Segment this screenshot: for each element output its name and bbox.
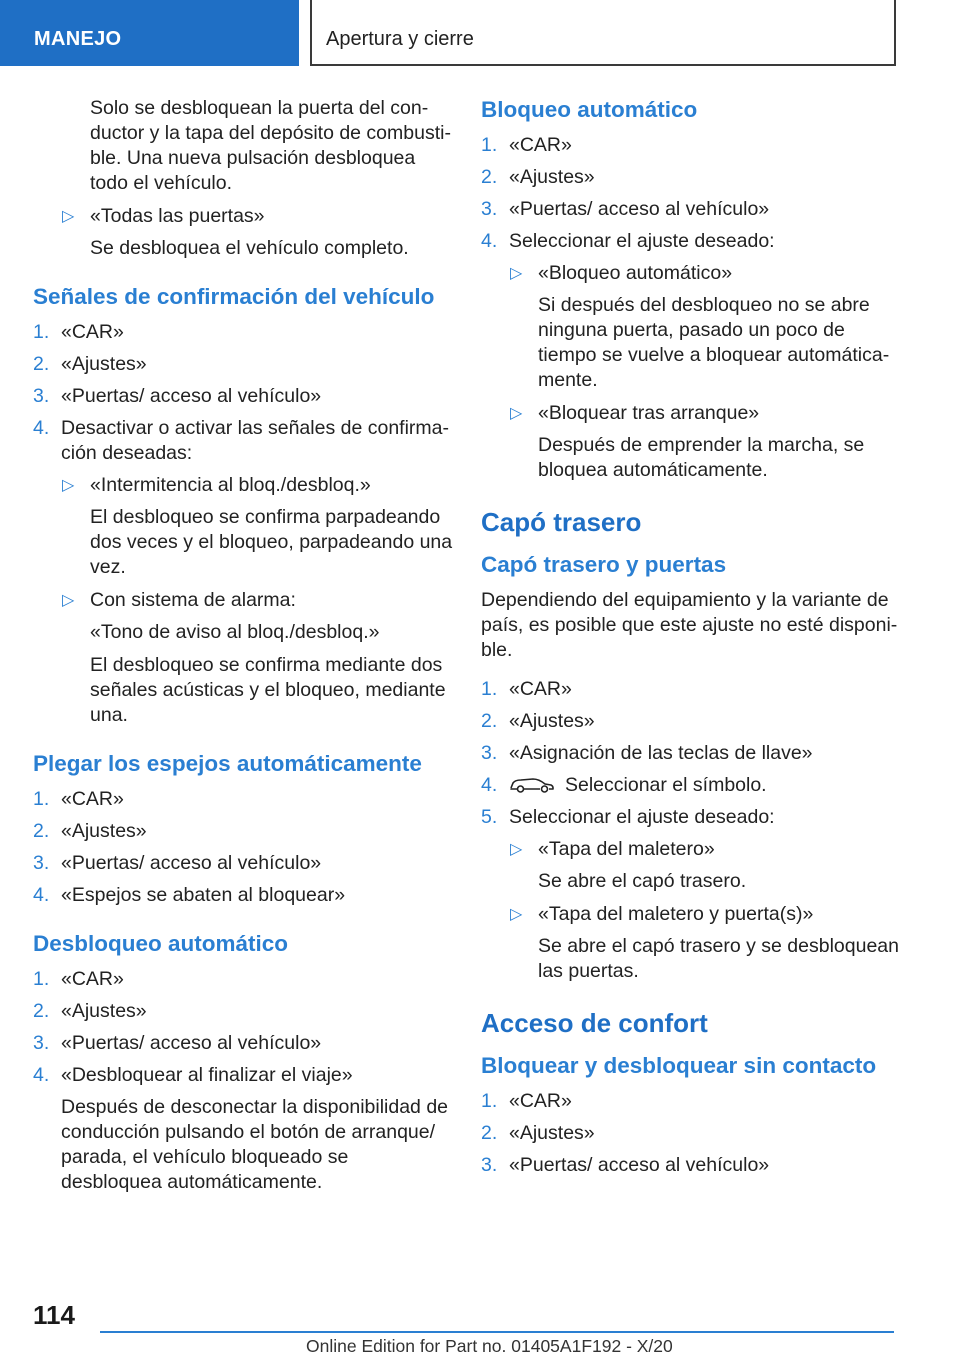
list-item: 3. «Puertas/ acceso al vehículo» (33, 385, 322, 407)
triangle-right-icon: ▷ (62, 477, 75, 494)
bullet-item: ▷ «Bloqueo automático» (510, 262, 733, 284)
bullet-paragraph: Se desbloquea el vehículo completo. (90, 237, 409, 259)
list-item: 3. «Asignación de las teclas de llave» (481, 742, 813, 764)
list-item: 3. «Puertas/ acceso al vehículo» (481, 198, 770, 220)
bullet-item: ▷ «Tapa del maletero y puerta(s)» (510, 903, 814, 925)
list-capo (481, 677, 901, 830)
list-item: 3. «Puertas/ acceso al vehículo» (481, 1154, 770, 1176)
list-item: 4. Seleccionar el símbolo. (481, 774, 767, 796)
heading-sin-contacto: Bloquear y desbloquear sin contacto (481, 1053, 877, 1078)
bullet-paragraph: Después de emprender la marcha, se bloquea automáticamente. (538, 434, 865, 481)
list-item: 1. «CAR» (33, 968, 124, 990)
heading-capo-trasero: Capó trasero (481, 507, 642, 537)
list-item: 5. Seleccionar el ajuste deseado: (481, 806, 775, 828)
list-item: 1. «CAR» (33, 321, 124, 343)
list-item: 4. «Espejos se abaten al bloquear» (33, 884, 346, 906)
list-confort (481, 1089, 901, 1178)
triangle-right-icon: ▷ (510, 405, 523, 422)
list-espejos (33, 787, 453, 908)
triangle-right-icon: ▷ (510, 906, 523, 923)
list-item: 2. «Ajustes» (481, 710, 595, 732)
triangle-right-icon: ▷ (510, 265, 523, 282)
bullet-paragraph: Se abre el capó trasero y se desbloquean las puertas. (538, 935, 899, 982)
left-column (33, 96, 453, 1203)
list-item: 2. «Ajustes» (481, 166, 595, 188)
heading-desbloqueo: Desbloqueo automático (33, 931, 289, 956)
list-item: 1. «CAR» (481, 1090, 572, 1112)
triangle-right-icon: ▷ (62, 592, 75, 609)
bullet-paragraph: El desbloqueo se confirma parpadeando dos veces y el bloqueo, parpadeando una vez. (90, 506, 453, 578)
bullet-item: ▷ «Bloquear tras arranque» (510, 402, 760, 424)
heading-capo-puertas: Capó trasero y puertas (481, 552, 727, 577)
bullet-item: ▷ Con sistema de alarma: (62, 589, 296, 611)
list-bloqueo (481, 133, 901, 254)
list-item: 4. Desactivar o activar las señales de confirmación deseadas: (33, 417, 449, 464)
triangle-right-icon: ▷ (62, 208, 75, 225)
footer-divider (100, 1331, 894, 1333)
heading-acceso-confort: Acceso de confort (481, 1008, 708, 1038)
triangle-right-icon: ▷ (510, 841, 523, 858)
heading-senales: Señales de confirmación del vehículo (33, 284, 435, 309)
bullet-paragraph: «Tono de aviso al bloq./desbloq.» (90, 621, 380, 643)
right-column (481, 96, 901, 1185)
list-item: 4. «Desbloquear al finalizar el viaje» (33, 1064, 353, 1086)
list-item: 2. «Ajustes» (33, 1000, 147, 1022)
bullet-item: ▷ «Tapa del maletero» (510, 838, 715, 860)
bullet-paragraph: El desbloqueo se confirma mediante dos señales acústicas y el bloqueo, mediante una. (90, 654, 446, 726)
list-desbloqueo (33, 967, 453, 1088)
footer-edition: Online Edition for Part no. 01405A1F192 - X/20 (306, 1336, 673, 1356)
bullet-item: ▷ «Intermitencia al bloq./desbloq.» (62, 474, 371, 496)
list-senales (33, 320, 453, 466)
list-item: 3. «Puertas/ acceso al vehículo» (33, 1032, 322, 1054)
list-item: 2. «Ajustes» (33, 820, 147, 842)
page-header (0, 0, 960, 66)
bullet-item: ▷ «Todas las puertas» (62, 205, 265, 227)
car-icon (509, 775, 555, 793)
list-item: 2. «Ajustes» (481, 1122, 595, 1144)
list-item: 4. Seleccionar el ajuste deseado: (481, 230, 775, 252)
chapter-tab: MANEJO (0, 0, 299, 66)
list-item: 3. «Puertas/ acceso al vehículo» (33, 852, 322, 874)
list-item: 2. «Ajustes» (33, 353, 147, 375)
section-header-box (310, 0, 896, 66)
list-item: 1. «CAR» (481, 134, 572, 156)
list-item: 1. «CAR» (481, 678, 572, 700)
bullet-paragraph: Se abre el capó trasero. (538, 870, 747, 892)
heading-espejos: Plegar los espejos automáticamente (33, 751, 422, 776)
heading-bloqueo: Bloqueo automático (481, 97, 698, 122)
list-item: 1. «CAR» (33, 788, 124, 810)
desbloqueo-paragraph: Después de desconectar la disponibilidad de conducción pulsando el botón de arranque/ parada, el vehículo bloqueado se desbloquea automáticamente. (61, 1096, 449, 1193)
bullet-paragraph: Si después del desbloqueo no se abre ninguna puerta, pasado un poco de tiempo se vuelve a bloquear automáticamente. (538, 294, 890, 391)
page-number: 114 (33, 1300, 75, 1330)
intro-paragraph: Solo se desbloquean la puerta del conductor y la tapa del depósito de combustible. Una nueva pulsación desbloquea todo el vehículo. (90, 97, 451, 194)
capo-paragraph: Dependiendo del equipamiento y la variante de país, es posible que este ajuste no esté disponible. (481, 589, 898, 661)
section-title: Apertura y cierre (326, 28, 474, 50)
